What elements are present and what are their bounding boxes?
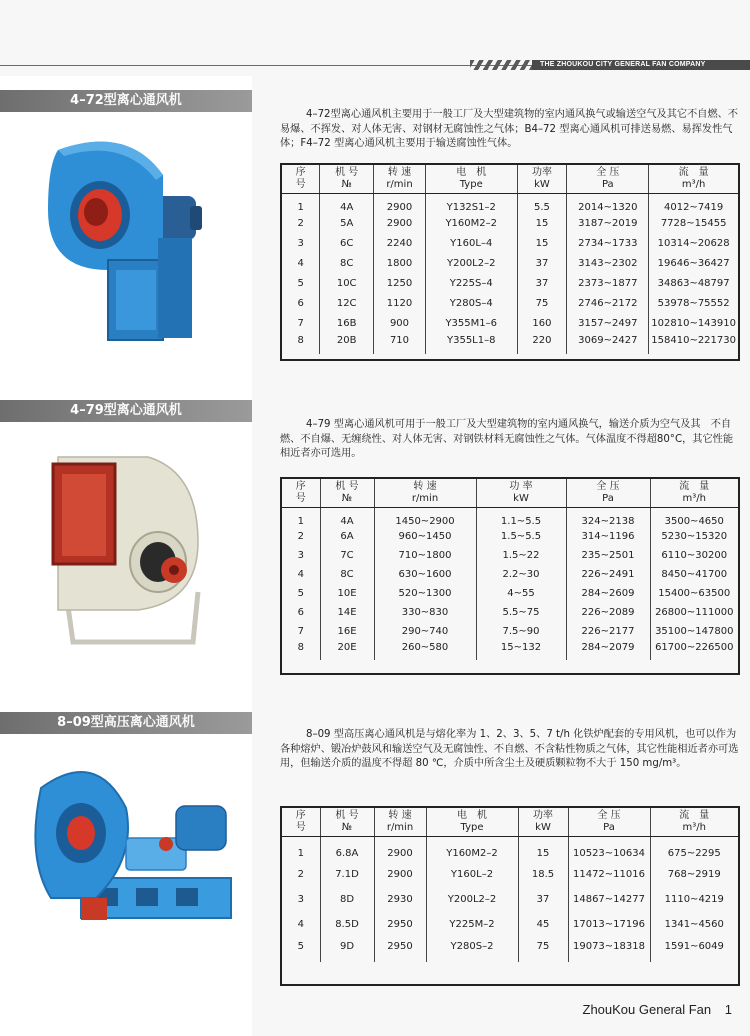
- table-cell: 35100~147800: [655, 626, 734, 637]
- table-cell: 1: [282, 194, 320, 214]
- table-cell: 290~740: [374, 622, 476, 641]
- column-header: 功率 kW: [518, 808, 568, 837]
- table-cell: 37: [518, 887, 568, 912]
- table-cell: 4012~7419: [663, 202, 724, 214]
- table-8-09: [280, 806, 740, 986]
- fan-image-4-79: [48, 432, 208, 647]
- column-header: 转 速 r/min: [374, 808, 426, 837]
- table-cell: 8C: [320, 565, 374, 584]
- table-cell: Y280S–2: [426, 937, 518, 962]
- footer-brand: ZhouKou General Fan: [582, 1002, 712, 1017]
- table-cell: 3: [282, 887, 320, 912]
- table-cell: 5: [282, 584, 320, 603]
- table-cell: 37: [517, 274, 567, 294]
- table-cell: 5: [282, 274, 320, 294]
- table-cell: 3143~2302: [567, 254, 649, 274]
- table-cell: 17013~17196: [568, 912, 650, 937]
- table-cell: 710~1800: [374, 546, 476, 565]
- table-cell: 102810~143910: [651, 318, 736, 329]
- fan-image-4-72: [38, 120, 208, 345]
- table-cell: 1: [282, 508, 320, 528]
- table-row: [282, 314, 738, 334]
- table-cell: 7C: [320, 546, 374, 565]
- table-cell: Y225M–2: [426, 912, 518, 937]
- table-cell: 1341~4560: [664, 918, 724, 930]
- table-cell: 53978~75552: [657, 298, 730, 309]
- description-4-79: 4–79 型离心通风机可用于一般工厂及大型建筑物的室内通风换气，输送介质为空气及其 不自燃、不自爆、无缠绕性、对人体无害、对钢铁材料无腐蚀性之气体。气体温度不得超80°C，其它性能相近者亦可选用。: [280, 419, 734, 459]
- table-cell: 12C: [320, 294, 374, 314]
- table-cell: 10523~10634: [568, 837, 650, 862]
- table-cell: 8450~41700: [661, 569, 728, 580]
- table-cell: 2900: [374, 214, 426, 234]
- table-cell: 768~2919: [667, 868, 721, 880]
- table-cell: 1800: [374, 254, 426, 274]
- table-cell: 10E: [320, 584, 374, 603]
- table-cell: Y160L–2: [426, 862, 518, 887]
- table-cell: 20E: [320, 641, 374, 660]
- table-row: [282, 334, 738, 354]
- spec-table-4-79: [282, 479, 738, 660]
- table-cell: 2950: [374, 912, 426, 937]
- table-cell: 226~2089: [566, 603, 650, 622]
- table-cell: 34863~48797: [657, 278, 730, 289]
- table-cell: 3: [282, 546, 320, 565]
- table-cell: 2900: [374, 194, 426, 214]
- table-cell: 7.1D: [320, 862, 374, 887]
- table-row: [282, 294, 738, 314]
- table-cell: 1.5~5.5: [476, 527, 566, 546]
- table-cell: 226~2491: [566, 565, 650, 584]
- column-header: 机 号 №: [320, 165, 374, 194]
- table-cell: 8C: [320, 254, 374, 274]
- table-cell: 15: [518, 837, 568, 862]
- column-header: 转 速 r/min: [374, 165, 426, 194]
- table-cell: 3187~2019: [567, 214, 649, 234]
- table-cell: 2950: [374, 937, 426, 962]
- company-name: THE ZHOUKOU CITY GENERAL FAN COMPANY: [540, 61, 706, 68]
- table-cell: 2: [282, 862, 320, 887]
- table-cell: 900: [374, 314, 426, 334]
- table-cell: 324~2138: [566, 508, 650, 528]
- table-row: [282, 887, 738, 912]
- column-header: 流 量 m³/h: [649, 165, 738, 194]
- table-cell: 7: [282, 622, 320, 641]
- column-header: 功 率 kW: [476, 479, 566, 508]
- table-cell: 1: [282, 837, 320, 862]
- table-cell: Y225S–4: [425, 274, 517, 294]
- table-row: [282, 584, 738, 603]
- table-cell: 16E: [320, 622, 374, 641]
- table-cell: 3069~2427: [567, 334, 649, 354]
- table-cell: 2746~2172: [567, 294, 649, 314]
- section-title-8-09: 8–09型高压离心通风机: [57, 715, 195, 730]
- table-cell: 2014~1320: [567, 194, 649, 214]
- table-cell: Y200L2–2: [426, 887, 518, 912]
- table-cell: 15400~63500: [658, 588, 731, 599]
- section-title-4-79: 4–79型离心通风机: [70, 403, 182, 418]
- table-cell: 6.8A: [320, 837, 374, 862]
- table-row: [282, 234, 738, 254]
- table-cell: 9D: [320, 937, 374, 962]
- table-cell: 3: [282, 234, 320, 254]
- table-row: [282, 546, 738, 565]
- table-cell: 2930: [374, 887, 426, 912]
- table-cell: 2734~1733: [567, 234, 649, 254]
- table-cell: 2: [282, 527, 320, 546]
- table-cell: 1250: [374, 274, 426, 294]
- table-cell: Y160L–4: [425, 234, 517, 254]
- section-title-4-72: 4–72型离心通风机: [70, 93, 182, 108]
- table-cell: 5.5: [517, 194, 567, 214]
- column-header: 功率 kW: [517, 165, 567, 194]
- table-cell: 2900: [374, 862, 426, 887]
- table-cell: 15: [517, 214, 567, 234]
- table-cell: 10314~20628: [657, 238, 730, 249]
- table-row: [282, 641, 738, 660]
- table-row: [282, 508, 738, 528]
- column-header: 转 速 r/min: [374, 479, 476, 508]
- table-cell: 4: [282, 565, 320, 584]
- table-cell: 1450~2900: [374, 508, 476, 528]
- table-cell: Y160M2–2: [425, 214, 517, 234]
- table-cell: 15: [517, 234, 567, 254]
- column-header: 机 号 №: [320, 479, 374, 508]
- column-header: 流 量 m³/h: [650, 479, 738, 508]
- column-header: 全 压 Pa: [568, 808, 650, 837]
- table-4-72: [280, 163, 740, 361]
- column-header: 全 压 Pa: [567, 165, 649, 194]
- table-row: [282, 527, 738, 546]
- table-cell: 226~2177: [566, 622, 650, 641]
- table-row: [282, 274, 738, 294]
- table-cell: 5230~15320: [661, 531, 728, 542]
- table-cell: 10C: [320, 274, 374, 294]
- table-cell: 45: [518, 912, 568, 937]
- table-cell: 1.5~22: [476, 546, 566, 565]
- column-header: 序 号: [282, 808, 320, 837]
- table-4-79: [280, 477, 740, 675]
- table-row: [282, 622, 738, 641]
- table-cell: 284~2079: [566, 641, 650, 660]
- table-cell: Y160M2–2: [426, 837, 518, 862]
- table-cell: 26800~111000: [655, 607, 734, 618]
- table-cell: 1120: [374, 294, 426, 314]
- column-header: 流 量 m³/h: [650, 808, 738, 837]
- table-cell: 6A: [320, 527, 374, 546]
- description-4-72: 4–72型离心通风机主要用于一般工厂及大型建筑物的室内通风换气或输送空气及其它不自燃、不易爆、不挥发、对人体无害、对钢材无腐蚀性之气体；B4–72 型离心通风机可排送易燃、易挥发性气体；F4–72 型离心通风机主要用于输送腐蚀性气体。: [280, 109, 739, 149]
- column-header: 电 机 Type: [425, 165, 517, 194]
- column-header: 电 机 Type: [426, 808, 518, 837]
- table-row: [282, 565, 738, 584]
- table-cell: 960~1450: [374, 527, 476, 546]
- footer: [573, 1002, 733, 1017]
- table-cell: 284~2609: [566, 584, 650, 603]
- table-cell: 6110~30200: [661, 550, 728, 561]
- table-cell: 2373~1877: [567, 274, 649, 294]
- table-cell: 14867~14277: [568, 887, 650, 912]
- table-cell: 19073~18318: [568, 937, 650, 962]
- table-cell: 1.1~5.5: [476, 508, 566, 528]
- table-cell: Y132S1–2: [425, 194, 517, 214]
- table-row: [282, 603, 738, 622]
- table-cell: 158410~221730: [651, 335, 736, 346]
- table-cell: 20B: [320, 334, 374, 354]
- table-cell: 37: [517, 254, 567, 274]
- column-header: 序 号: [282, 165, 320, 194]
- table-row: [282, 837, 738, 862]
- table-cell: 675~2295: [667, 847, 721, 859]
- table-cell: 4A: [320, 194, 374, 214]
- description-8-09: 8–09 型高压离心通风机是与熔化率为 1、2、3、5、7 t/h 化铁炉配套的专用风机，也可以作为各种熔炉、锻冶炉鼓风和输送空气及无腐蚀性、不自燃、不含粘性物质之气体，其它性能相近者亦可选用，但输送介质的温度不得超 80 ℃，介质中所含尘土及硬质颗粒物不大于 150 mg/m³。: [280, 729, 739, 769]
- table-row: [282, 912, 738, 937]
- table-cell: 3157~2497: [567, 314, 649, 334]
- table-cell: 2900: [374, 837, 426, 862]
- table-cell: 61700~226500: [655, 642, 734, 653]
- page-number: 1: [724, 1002, 732, 1017]
- table-cell: 5: [282, 937, 320, 962]
- fan-image-8-09: [26, 748, 236, 928]
- table-cell: 7728~15455: [660, 218, 727, 229]
- table-cell: 7: [282, 314, 320, 334]
- table-cell: 8.5D: [320, 912, 374, 937]
- table-cell: 6: [282, 603, 320, 622]
- table-cell: 2: [282, 214, 320, 234]
- table-cell: 75: [517, 294, 567, 314]
- table-row: [282, 937, 738, 962]
- table-row: [282, 254, 738, 274]
- table-cell: 4: [282, 912, 320, 937]
- table-cell: 8D: [320, 887, 374, 912]
- spec-table-8-09: [282, 808, 738, 962]
- table-cell: 8: [282, 641, 320, 660]
- banner-stripes: [470, 60, 534, 70]
- table-cell: 11472~11016: [568, 862, 650, 887]
- table-cell: 520~1300: [374, 584, 476, 603]
- table-cell: 220: [517, 334, 567, 354]
- table-cell: 2.2~30: [476, 565, 566, 584]
- table-cell: 7.5~90: [476, 622, 566, 641]
- spec-table-4-72: [282, 165, 738, 354]
- column-header: 全 压 Pa: [566, 479, 650, 508]
- table-cell: 16B: [320, 314, 374, 334]
- table-cell: 330~830: [374, 603, 476, 622]
- table-cell: 710: [374, 334, 426, 354]
- column-header: 机 号 №: [320, 808, 374, 837]
- table-cell: Y355M1–6: [425, 314, 517, 334]
- table-row: [282, 214, 738, 234]
- table-cell: 3500~4650: [664, 516, 724, 527]
- table-cell: Y355L1–8: [425, 334, 517, 354]
- table-row: [282, 862, 738, 887]
- table-cell: Y280S–4: [425, 294, 517, 314]
- table-cell: 4~55: [476, 584, 566, 603]
- table-cell: 15~132: [476, 641, 566, 660]
- table-cell: 5.5~75: [476, 603, 566, 622]
- table-row: [282, 194, 738, 214]
- table-cell: 260~580: [374, 641, 476, 660]
- table-cell: 6: [282, 294, 320, 314]
- table-cell: 630~1600: [374, 565, 476, 584]
- table-cell: 19646~36427: [657, 258, 730, 269]
- table-cell: 160: [517, 314, 567, 334]
- table-cell: 75: [518, 937, 568, 962]
- table-cell: 18.5: [518, 862, 568, 887]
- table-cell: 1591~6049: [664, 940, 724, 952]
- table-cell: 4: [282, 254, 320, 274]
- table-cell: 2240: [374, 234, 426, 254]
- table-cell: 8: [282, 334, 320, 354]
- table-cell: 235~2501: [566, 546, 650, 565]
- top-banner: [0, 56, 750, 76]
- table-cell: 5A: [320, 214, 374, 234]
- table-cell: 314~1196: [566, 527, 650, 546]
- table-cell: 4A: [320, 508, 374, 528]
- table-cell: 1110~4219: [664, 893, 724, 905]
- table-cell: Y200L2–2: [425, 254, 517, 274]
- table-cell: 6C: [320, 234, 374, 254]
- column-header: 序 号: [282, 479, 320, 508]
- table-cell: 14E: [320, 603, 374, 622]
